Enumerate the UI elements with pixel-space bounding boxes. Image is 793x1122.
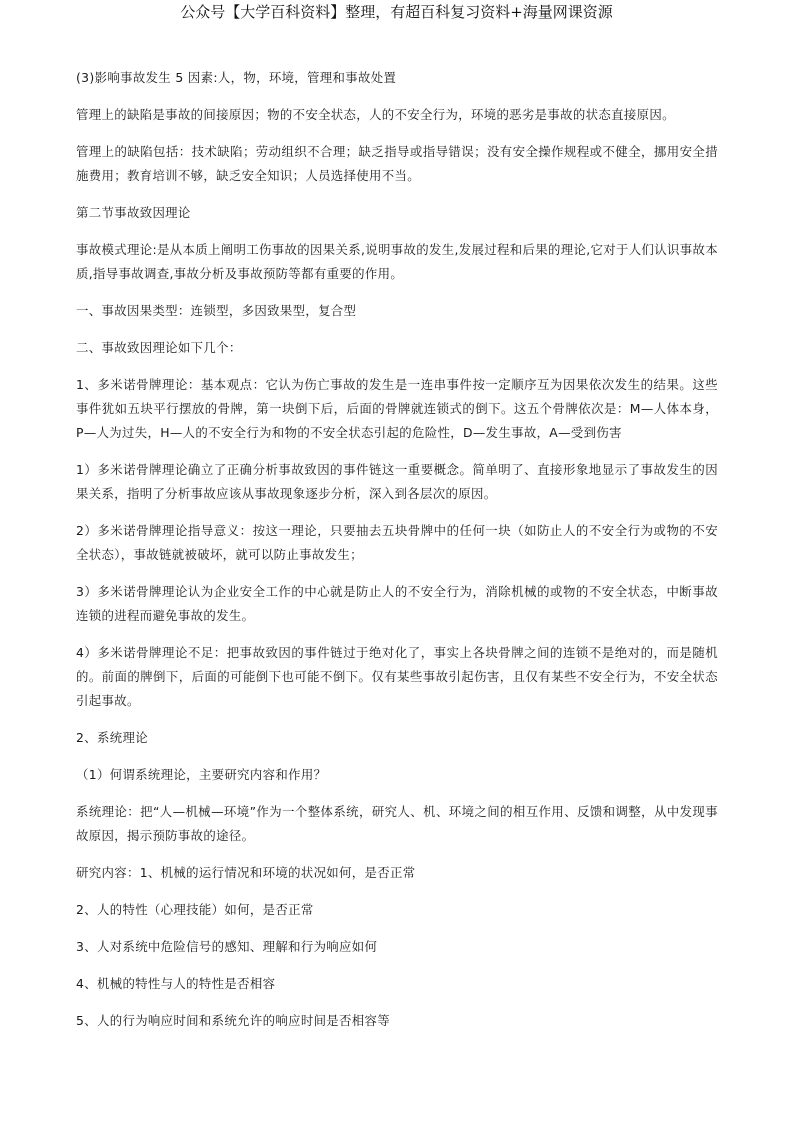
- list-item-research-5: 5、人的行为响应时间和系统允许的响应时间是否相容等: [76, 1013, 391, 1028]
- subsection-heading-system-theory: 2、系统理论: [76, 730, 148, 745]
- list-item-research-4: 4、机械的特性与人的特性是否相容: [76, 976, 276, 991]
- paragraph-domino-point-2: 2）多米诺骨牌理论指导意义：按这一理论，只要抽去五块骨牌中的任何一块（如防止人的不安全行为或物的不安全状态），事故链就被破坏，就可以防止事故发生；: [76, 523, 718, 562]
- paragraph-domino-point-4: 4）多米诺骨牌理论不足：把事故致因的事件链过于绝对化了，事实上各块骨牌之间的连锁不是绝对的，而是随机的。前面的牌倒下，后面的可能倒下也可能不倒下。仅有某些事故引起伤害，且仅有某些不安全行为，不安全状态引起事故。: [76, 645, 718, 708]
- paragraph-domino-point-1: 1）多米诺骨牌理论确立了正确分析事故致因的事件链这一重要概念。简单明了、直接形象地显示了事故发生的因果关系，指明了分析事故应该从事故现象逐步分析，深入到各层次的原因。: [76, 462, 718, 501]
- paragraph-domino-theory: 1、多米诺骨牌理论：基本观点：它认为伤亡事故的发生是一连串事件按一定顺序互为因果依次发生的结果。这些事件犹如五块平行摆放的骨牌，第一块倒下后，后面的骨牌就连锁式的倒下。这五个骨牌依次是：M—人体本身，P—人为过失，H—人的不安全行为和物的不安全状态引起的危险性，D—发生事故，A—受到伤害: [76, 377, 718, 440]
- list-item-research-1: 研究内容：1、机械的运行情况和环境的状况如何，是否正常: [76, 865, 416, 880]
- page-header: 公众号【大学百科资料】整理，有超百科复习资料+海量网课资源: [180, 3, 613, 21]
- paragraph-management-cause: 管理上的缺陷是事故的间接原因；物的不安全状态，人的不安全行为，环境的恶劣是事故的状态直接原因。: [76, 107, 675, 122]
- paragraph-theory-list: 二、事故致因理论如下几个：: [76, 340, 242, 355]
- paragraph-system-theory: 系统理论：把“人—机械—环境”作为一个整体系统，研究人、机、环境之间的相互作用、反馈和调整，从中发现事故原因，揭示预防事故的途径。: [76, 804, 718, 843]
- document-body: [76, 66, 718, 1033]
- paragraph-management-defects: 管理上的缺陷包括：技术缺陷；劳动组织不合理；缺乏指导或指导错误；没有安全操作规程或不健全，挪用安全措施费用；教育培训不够，缺乏安全知识；人员选择使用不当。: [76, 144, 718, 183]
- question-heading: （1）何谓系统理论，主要研究内容和作用？: [76, 767, 327, 782]
- section-heading: 第二节事故致因理论: [76, 205, 191, 220]
- paragraph-factors: (3)影响事故发生 5 因素:人，物，环境，管理和事故处置: [76, 70, 397, 85]
- list-item-research-2: 2、人的特性（心理技能）如何，是否正常: [76, 902, 314, 917]
- paragraph-accident-model: 事故模式理论:是从本质上阐明工伤事故的因果关系,说明事故的发生,发展过程和后果的理论,它对于人们认识事故本质,指导事故调查,事故分析及事故预防等都有重要的作用。: [76, 242, 718, 281]
- list-item-research-3: 3、人对系统中危险信号的感知、理解和行为响应如何: [76, 939, 378, 954]
- paragraph-causal-types: 一、事故因果类型：连锁型，多因致果型，复合型: [76, 303, 357, 318]
- paragraph-domino-point-3: 3）多米诺骨牌理论认为企业安全工作的中心就是防止人的不安全行为，消除机械的或物的不安全状态，中断事故连锁的进程而避免事故的发生。: [76, 584, 718, 623]
